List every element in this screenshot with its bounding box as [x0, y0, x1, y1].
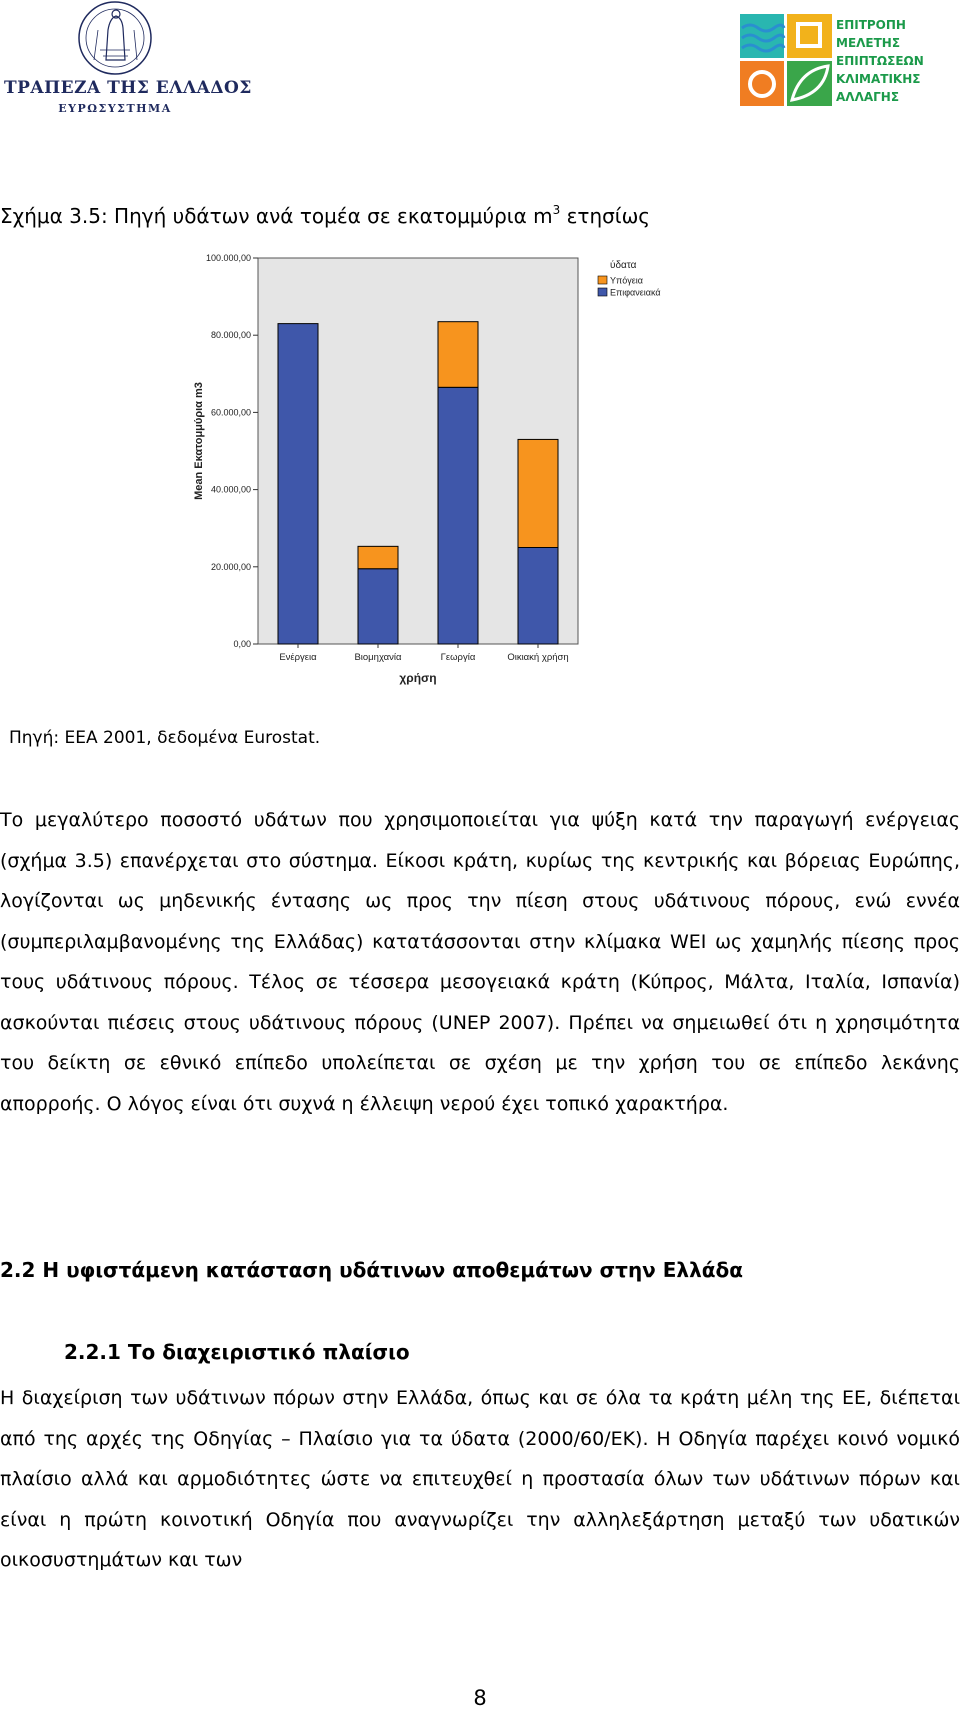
climate-name-line: ΕΠΙΤΡΟΠΗ	[836, 18, 906, 32]
paragraph-management-framework: Η διαχείριση των υδάτινων πόρων στην Ελλάδα, όπως και σε όλα τα κράτη μέλη της ΕΕ, διέπεται από της αρχές της Οδηγίας – Πλαίσιο για τα ύδατα (2000/60/ΕΚ). Η Οδηγία παρέχει κοινό νομικό πλαίσιο αλλά και αρμοδιότητες ώστε να επιτευχθεί η προστασία όλων των υδάτινων πόρων και είναι η πρώτη κοινοτική Οδηγία που αναγνωρίζει την αλληλεξάρτηση μεταξύ των υδατικών οικοσυστημάτων και των	[0, 1387, 960, 1571]
y-axis-label: Mean Εκατομμύρια m3	[193, 382, 205, 500]
legend-swatch	[598, 276, 607, 284]
paragraph-water-pressure: Το μεγαλύτερο ποσοστό υδάτων που χρησιμοποιείται για ψύξη κατά την παραγωγή ενέργειας (σχήμα 3.5) επανέρχεται στο σύστημα. Είκοσι κράτη, κυρίως της κεντρικής και βόρειας Ευρώπης, λογίζονται ως μηδενικής έντασης ως προς την πίεση στους υδάτινους πόρους, ενώ εννέα (συμπεριλαμβανομένης της Ελλάδας) κατατάσσονται στην κλίμακα WEI ως χαμηλής πίεσης προς τους υδάτινους πόρους. Τέλος σε τέσσερα μεσογειακά κράτη (Κύπρος, Μάλτα, Ιταλία, Ισπανία) ασκούνται πιέσεις στους υδάτινους πόρους (UNEP 2007). Πρέπει να σημειωθεί ότι η χρησιμότητα του δείκτη σε εθνικό επίπεδο υπολείπεται σε σχέση με την χρήση του σε επίπεδο λεκάνης απορροής. Ο λόγος είναι ότι συχνά η έλλειψη νερού έχει τοπικό χαρακτήρα.	[0, 809, 960, 1115]
bar-segment	[438, 387, 478, 644]
figure-caption-superscript: 3	[552, 203, 561, 217]
bar-segment	[358, 569, 398, 644]
x-tick-label: Βιομηχανία	[354, 652, 402, 663]
bank-seal-icon	[70, 0, 160, 78]
figure-caption-text: Σχήμα 3.5: Πηγή υδάτων ανά τομέα σε εκατομμύρια m	[0, 204, 553, 228]
bar-segment	[518, 548, 558, 645]
bar-segment	[518, 439, 558, 547]
climate-name-line: ΕΠΙΠΤΩΣΕΩΝ	[836, 54, 924, 68]
climate-name-line: ΜΕΛΕΤΗΣ	[836, 36, 901, 50]
section-heading-2-2: 2.2 Η υφιστάμενη κατάσταση υδάτινων αποθεμάτων στην Ελλάδα	[0, 1258, 743, 1282]
bank-of-greece-logo	[0, 0, 252, 120]
page-number: 8	[473, 1686, 487, 1710]
climate-logo-mark-icon	[740, 14, 832, 106]
x-tick-label: Γεωργία	[440, 652, 476, 663]
x-axis-label: χρήση	[399, 671, 437, 685]
water-source-bar-chart	[190, 250, 760, 710]
legend-label: Επιφανειακά	[610, 287, 661, 298]
climate-committee-logo	[738, 12, 938, 112]
y-tick-label: 40.000,00	[210, 484, 251, 495]
climate-committee-name	[836, 16, 924, 106]
legend-swatch	[598, 288, 607, 296]
y-tick-label: 0,00	[233, 639, 251, 649]
bar-segment	[358, 546, 398, 568]
y-tick-label: 20.000,00	[210, 561, 251, 572]
climate-name-line: ΑΛΛΑΓΗΣ	[836, 90, 900, 104]
legend-title: ύδατα	[610, 260, 637, 271]
x-tick-label: Ενέργεια	[279, 652, 317, 663]
source-note: Πηγή: ΕΕΑ 2001, δεδομένα Eurostat.	[9, 728, 321, 748]
y-tick-label: 60.000,00	[210, 407, 251, 418]
bar-segment	[438, 322, 478, 388]
bank-subtitle: ΕΥΡΩΣΥΣΤΗΜΑ	[58, 102, 172, 115]
figure-caption	[0, 204, 650, 228]
bar-segment	[278, 324, 318, 644]
x-tick-label: Οικιακή χρήση	[507, 652, 569, 663]
legend-label: Υπόγεια	[610, 275, 643, 286]
subsection-heading-2-2-1: 2.2.1 Το διαχειριστικό πλαίσιο	[64, 1340, 410, 1364]
bank-name: ΤΡΑΠΕΖΑ ΤΗΣ ΕΛΛΑΔΟΣ	[4, 78, 252, 98]
climate-name-line: ΚΛΙΜΑΤΙΚΗΣ	[836, 72, 921, 86]
y-tick-label: 100.000,00	[205, 253, 251, 263]
y-tick-label: 80.000,00	[210, 330, 251, 341]
figure-caption-suffix: ετησίως	[560, 204, 651, 228]
